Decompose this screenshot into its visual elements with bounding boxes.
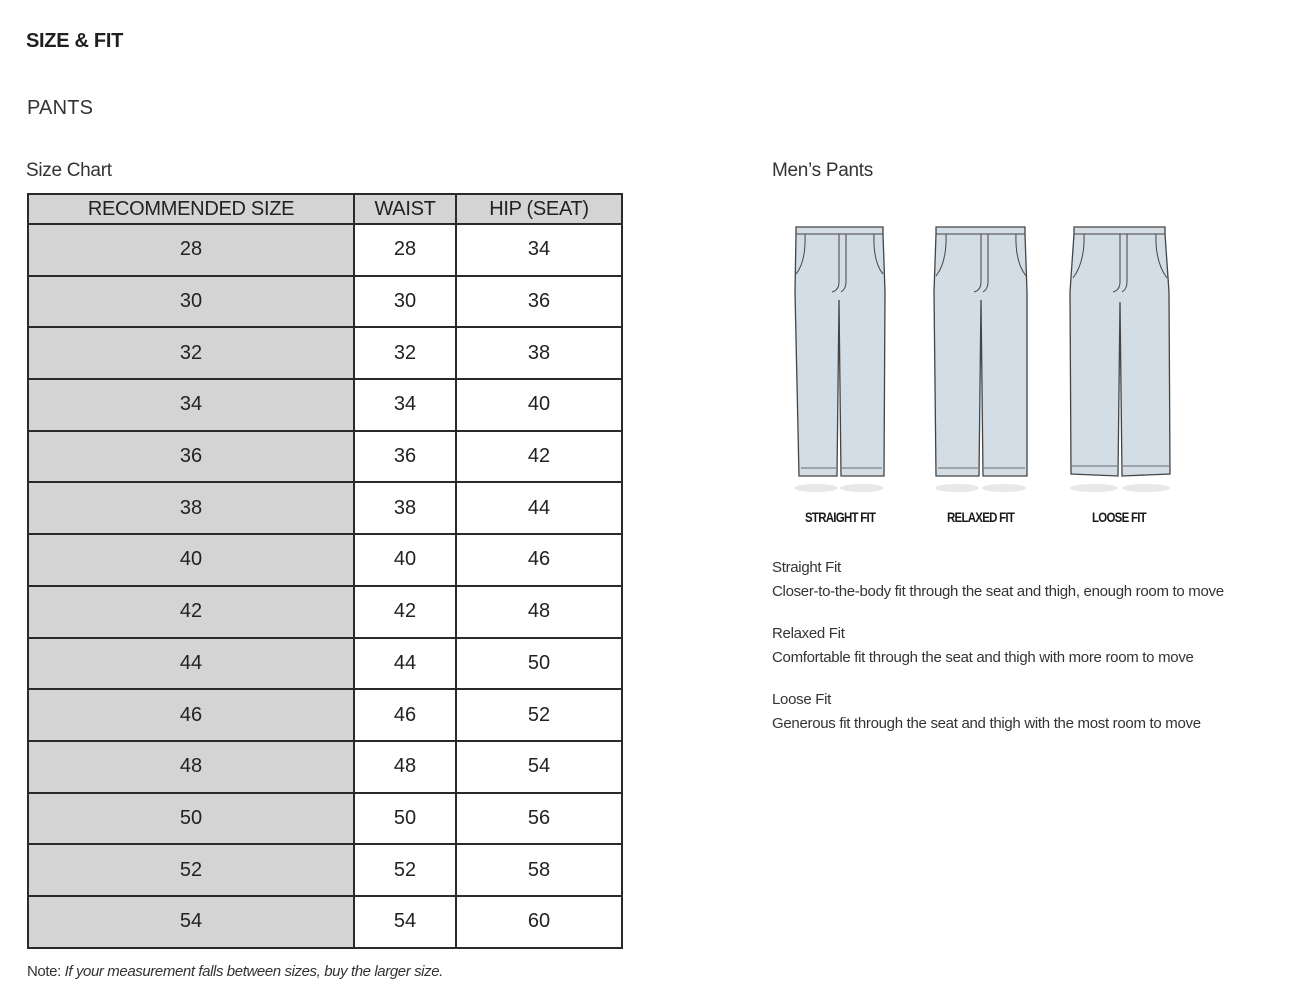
table-row	[28, 638, 622, 690]
hip-cell: 48	[456, 586, 622, 638]
size-cell: 42	[28, 586, 354, 638]
size-cell: 44	[28, 638, 354, 690]
size-cell: 52	[28, 844, 354, 896]
size-cell: 28	[28, 224, 354, 276]
fit-text: Generous fit through the seat and thigh with the most room to move	[772, 715, 1201, 732]
loose-fit-caption: LOOSE FIT	[1092, 509, 1146, 525]
table-row	[28, 586, 622, 638]
waist-cell: 42	[354, 586, 456, 638]
size-chart-label: Size Chart	[26, 160, 112, 181]
table-row	[28, 741, 622, 793]
waist-cell: 30	[354, 276, 456, 328]
hip-cell: 44	[456, 482, 622, 534]
straight-fit-pants-icon	[792, 222, 888, 497]
note-prefix: Note:	[27, 963, 61, 980]
waist-cell: 40	[354, 534, 456, 586]
size-cell: 38	[28, 482, 354, 534]
size-cell: 34	[28, 379, 354, 431]
table-row	[28, 276, 622, 328]
category-heading: PANTS	[27, 97, 94, 119]
waist-cell: 48	[354, 741, 456, 793]
table-row	[28, 482, 622, 534]
waist-cell: 50	[354, 793, 456, 845]
fit-name: Relaxed Fit	[772, 625, 845, 642]
size-cell: 30	[28, 276, 354, 328]
fit-text: Closer-to-the-body fit through the seat and thigh, enough room to move	[772, 583, 1224, 600]
column-header-recommended-size: RECOMMENDED SIZE	[28, 194, 354, 224]
page-title: SIZE & FIT	[26, 30, 124, 52]
hip-cell: 38	[456, 327, 622, 379]
loose-fit-pants-icon	[1068, 222, 1172, 497]
hip-cell: 40	[456, 379, 622, 431]
hip-cell: 50	[456, 638, 622, 690]
size-cell: 50	[28, 793, 354, 845]
relaxed-fit-pants-icon	[932, 222, 1030, 497]
waist-cell: 34	[354, 379, 456, 431]
waist-cell: 46	[354, 689, 456, 741]
fit-name: Loose Fit	[772, 691, 831, 708]
waist-cell: 38	[354, 482, 456, 534]
table-row	[28, 534, 622, 586]
size-note	[27, 963, 443, 980]
fit-text: Comfortable fit through the seat and thigh with more room to move	[772, 649, 1194, 666]
size-chart-table	[27, 193, 623, 949]
waist-cell: 36	[354, 431, 456, 483]
column-header-waist: WAIST	[354, 194, 456, 224]
hip-cell: 46	[456, 534, 622, 586]
table-header-row	[28, 194, 622, 224]
waist-cell: 44	[354, 638, 456, 690]
hip-cell: 54	[456, 741, 622, 793]
mens-pants-label: Men’s Pants	[772, 160, 873, 181]
straight-fit-description	[772, 559, 1224, 600]
waist-cell: 54	[354, 896, 456, 948]
table-row	[28, 793, 622, 845]
hip-cell: 60	[456, 896, 622, 948]
straight-fit-caption: STRAIGHT FIT	[805, 509, 876, 525]
table-row	[28, 896, 622, 948]
table-row	[28, 379, 622, 431]
fit-name: Straight Fit	[772, 559, 841, 576]
size-cell: 54	[28, 896, 354, 948]
loose-fit-description	[772, 691, 1201, 732]
waist-cell: 32	[354, 327, 456, 379]
waist-cell: 52	[354, 844, 456, 896]
table-row	[28, 689, 622, 741]
relaxed-fit-description	[772, 625, 1194, 666]
table-row	[28, 327, 622, 379]
hip-cell: 52	[456, 689, 622, 741]
hip-cell: 36	[456, 276, 622, 328]
waist-cell: 28	[354, 224, 456, 276]
size-cell: 48	[28, 741, 354, 793]
size-cell: 40	[28, 534, 354, 586]
note-text: If your measurement falls between sizes, buy the larger size.	[64, 963, 443, 980]
column-header-hip: HIP (SEAT)	[456, 194, 622, 224]
table-row	[28, 224, 622, 276]
size-cell: 46	[28, 689, 354, 741]
size-cell: 36	[28, 431, 354, 483]
size-cell: 32	[28, 327, 354, 379]
table-row	[28, 844, 622, 896]
table-row	[28, 431, 622, 483]
hip-cell: 56	[456, 793, 622, 845]
hip-cell: 42	[456, 431, 622, 483]
hip-cell: 34	[456, 224, 622, 276]
relaxed-fit-caption: RELAXED FIT	[947, 509, 1015, 525]
hip-cell: 58	[456, 844, 622, 896]
